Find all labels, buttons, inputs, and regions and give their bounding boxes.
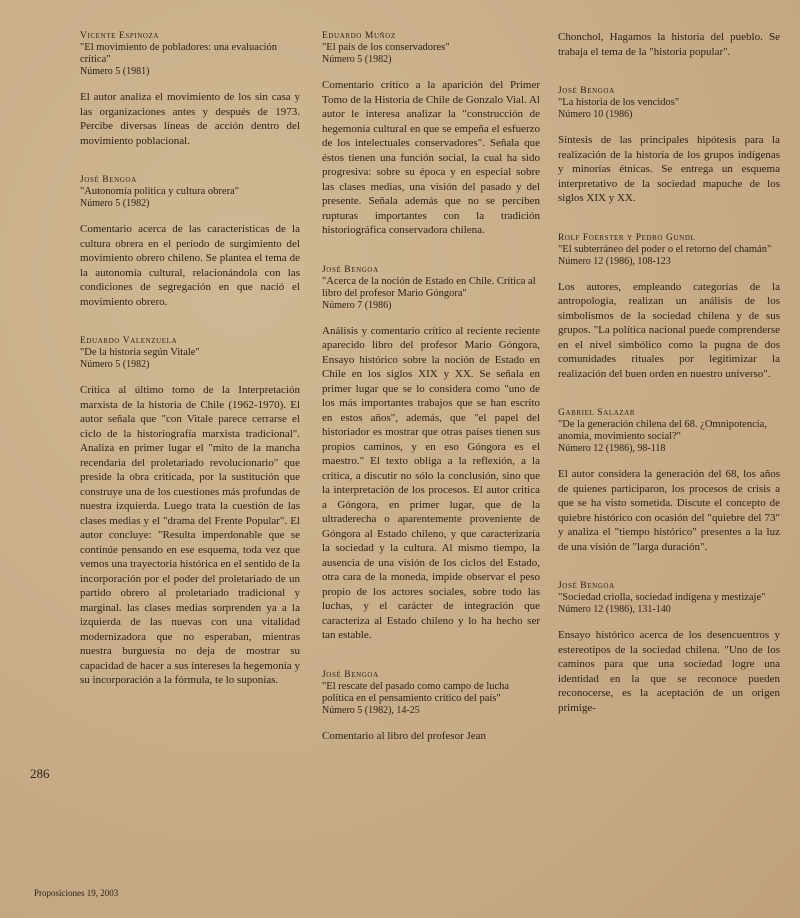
entry bbox=[80, 174, 300, 309]
entry bbox=[80, 30, 300, 148]
entry bbox=[558, 232, 780, 382]
entry-abstract: Comentario acerca de las características de la cultura obrera en el período de surgimiento del movimiento obrero chileno. Se plantea el tema de la autonomía cultural, relacionándola con las condiciones de segregación en que nació el movimiento obrero. bbox=[80, 223, 300, 308]
entry-title: "El subterráneo del poder o el retorno del chamán" bbox=[558, 243, 772, 255]
entry-author: Rolf Foerster y Pedro Gundl bbox=[558, 232, 696, 243]
entry-title: "La historia de los vencidos" bbox=[558, 97, 680, 108]
entry bbox=[558, 30, 780, 59]
entry-author: José Bengoa bbox=[558, 581, 615, 591]
entry-abstract: Crítica al último tomo de la Interpretación marxista de la historia de Chile (1962-1970). El autor señala que "con Vitale parece cerrarse el ciclo de la historiografía marxista tradicional". Analiza en primer lugar el "mito de la mancha recendaria del proletariado revolucionario" que preside la obra criticada, por la sustitución que construye una de los cuestiones más profundas de nuestra izquierda. Luego trata la cuestión de las clases medias y el "drama del Frente Popular". El autor concluye: "Resulta imperdonable que se continúe pensando en ese esquema, toda vez que vemos una trayectoria histórica en el sentido de la incorporación por el poder del proletariado de un partido obrero al proletariado tradicional y marginal. las clases medias sorprenden ya a la izquierda de las nuevas con una vitalidad modernizadora que no esperaban, mientras nuestra burguesía no deja de mostrar su capacidad de hacer a sus intereses la hegemonía y su incorporación a la fórmula, te lo suponías. bbox=[80, 384, 300, 686]
entry-number: Número 10 (1986) bbox=[558, 109, 633, 120]
entry-title: "Autonomía política y cultura obrera" bbox=[80, 186, 240, 197]
entry-author: José Bengoa bbox=[80, 175, 137, 185]
entry-author: Eduardo Valenzuela bbox=[80, 336, 178, 346]
entry-title: "Acerca de la noción de Estado en Chile. Crítica al libro del profesor Mario Góngora" bbox=[322, 275, 536, 299]
entry-number: Número 12 (1986), 98-118 bbox=[558, 443, 666, 454]
journal-footer: Proposiciones 19, 2003 bbox=[34, 888, 119, 898]
entry-abstract: Los autores, empleando categorías de la antropología, realizan un análisis de los simbolismos de la sociedad chilena y de sus grupos. "La política nacional puede comprenderse en el nivel simbólico como la pugna de dos comunidades rituales por legitimizar la realización del buen orden en nuestro universo". bbox=[558, 280, 780, 380]
entry-abstract: Comentario crítico a la aparición del Primer Tomo de la Historia de Chile de Gonzalo Vial. Al autor le interesa analizar la "construcción de hegemonía cultural en que se empeña el esfuerzo de los intelectuales conservadores". Señala que éstos tienen una función social, la cual ha sido progresiva: sobre su época y en especial sobre las clases medias, una visión del pasado y del presente. Señala además que no se perciben rupturas importantes con la tradición historiográfica conservadora chilena. bbox=[322, 79, 540, 236]
entry bbox=[80, 335, 300, 688]
entry-author: Vicente Espinoza bbox=[80, 31, 160, 41]
entry-author: José Bengoa bbox=[322, 264, 379, 275]
entry-title: "De la generación chilena del 68. ¿Omnipotencia, anomia, movimiento social?" bbox=[558, 419, 767, 442]
entry-number: Número 5 (1982) bbox=[80, 359, 150, 370]
entry-number: Número 12 (1986), 131-140 bbox=[558, 604, 671, 615]
entry-abstract: Análisis y comentario crítico al reciente reciente aparecido libro del profesor Mario Góngora, Ensayo histórico sobre la noción de Estado en Chile en los siglos XIX y XX. Se señala en primer lugar que se lo considera como "uno de los más importantes trabajos que se han escrito en estos años", además, que "el papel del historiador es mostrar que otras países tienen sus propios caminos, y en eso Góngora es el maestro." El texto obliga a la reflexión, a la crítica, a discutir no sólo la conclusión, sino que la interpretación de los procesos. El autor critica a Góngora, en primer lugar, que de la ultraderecha o aparentemente proveniente de Góngora al Estado chileno, y que caracterizaría la sociedad y la cultura. Al mismo tiempo, la ausencia de una visión de los ciclos del Estado, otra cara de la moneda, impide observar el peso propio de los actores sociales, sobre todo las luchas, y el carácter de integración que caracteriza al Estado chileno y lo ha hecho ser tan estable. bbox=[322, 324, 540, 641]
entry-title: "El movimiento de pobladores: una evaluación crítica" bbox=[80, 42, 278, 65]
entry bbox=[558, 407, 780, 554]
entry-title: "El rescate del pasado como campo de lucha política en el pensamiento crítico del país" bbox=[322, 680, 510, 704]
entry-title: "El país de los conservadores" bbox=[322, 42, 450, 53]
column-3 bbox=[558, 30, 780, 741]
column-1 bbox=[80, 30, 300, 714]
page-number: 286 bbox=[30, 766, 50, 781]
entry-number: Número 5 (1982), 14-25 bbox=[322, 704, 420, 716]
entry-author: José Bengoa bbox=[558, 86, 615, 96]
entry-abstract: El autor analiza el movimiento de los sin casa y las organizaciones antes y después de 1973. Percibe diversas líneas de acción dentro del movimiento poblacional. bbox=[80, 91, 300, 147]
entry-number: Número 7 (1986) bbox=[322, 299, 392, 311]
entry-author: Eduardo Muñoz bbox=[322, 31, 396, 41]
entry-abstract: Comentario al libro del profesor Jean bbox=[322, 729, 487, 742]
entry-abstract: Síntesis de las principales hipótesis para la realización de la historia de los grupos indígenas y minorías étnicas. Se entrega un esquema interpretativo de la sociedad mapuche de los siglos XIX y XX. bbox=[558, 134, 780, 204]
entry-author: José Bengoa bbox=[322, 669, 379, 680]
entry-abstract: Ensayo histórico acerca de los desencuentros y estereotipos de la sociedad chilena. "Uno de los caminos para que una sociedad logre una identidad en la que se reconoce pueden reconocerse, es la aceptación de un origen primige- bbox=[558, 629, 780, 714]
entry bbox=[322, 30, 540, 238]
entry-number: Número 5 (1982) bbox=[322, 54, 392, 65]
entry-abstract: El autor considera la generación del 68, los años de quienes participaron, los procesos de crisis a que se ha visto sometida. Discute el concepto de quiebre histórico con ocasión del "quiebre del 73" y analiza el "tiempo histórico" presentes a la luz de una visión de "larga duración". bbox=[558, 468, 780, 553]
entry bbox=[558, 580, 780, 715]
entry-title: "Sociedad criolla, sociedad indígena y mestizaje" bbox=[558, 592, 766, 603]
entry bbox=[322, 669, 540, 744]
entry-title: "De la historia según Vitale" bbox=[80, 347, 200, 358]
entry-abstract-continued: Chonchol, Hagamos la historia del pueblo. Se trabaja el tema de la "historia popular". bbox=[558, 31, 780, 58]
entry-number: Número 5 (1981) bbox=[80, 66, 150, 77]
entry-number: Número 5 (1982) bbox=[80, 198, 150, 209]
entry bbox=[322, 264, 540, 643]
entry-number: Número 12 (1986), 108-123 bbox=[558, 255, 671, 267]
entry-author: Gabriel Salazar bbox=[558, 408, 636, 418]
column-2 bbox=[322, 30, 540, 769]
entry bbox=[558, 85, 780, 206]
